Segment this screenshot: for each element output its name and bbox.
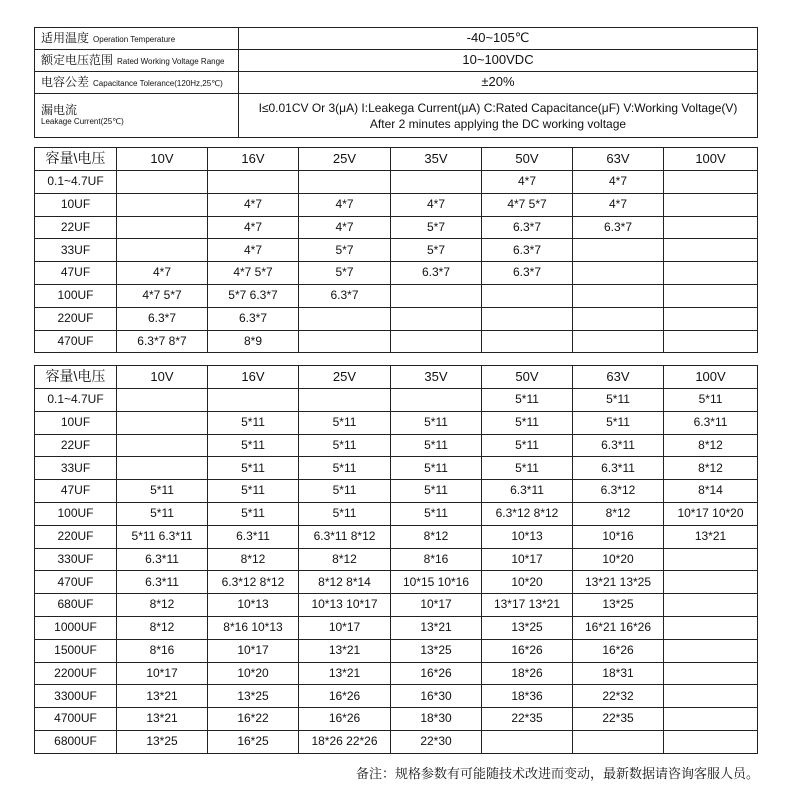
size-cell: 5*11 xyxy=(391,502,482,525)
size-cell: 13*25 xyxy=(573,594,664,617)
capacitance-cell: 220UF xyxy=(35,307,117,330)
size-cell: 10*17 xyxy=(299,616,391,639)
size-cell: 13*21 xyxy=(299,662,391,685)
size-cell: 5*11 6.3*11 xyxy=(117,525,208,548)
table-row xyxy=(35,616,758,639)
size-cell: 6.3*7 xyxy=(391,262,482,285)
size-cell: 6.3*7 xyxy=(299,284,391,307)
spec-value: -40~105℃ xyxy=(239,28,758,50)
size-cell: 4*7 xyxy=(482,171,573,194)
size-cell: 6.3*12 8*12 xyxy=(482,502,573,525)
size-cell: 5*11 xyxy=(573,389,664,412)
size-cell: 5*11 xyxy=(208,502,299,525)
size-cell: 6.3*11 xyxy=(664,411,758,434)
table-row xyxy=(35,389,758,412)
size-cell: 5*11 xyxy=(391,434,482,457)
size-cell: 5*11 xyxy=(482,389,573,412)
capacitance-cell: 3300UF xyxy=(35,685,117,708)
size-cell: 10*20 xyxy=(573,548,664,571)
table-row xyxy=(35,239,758,262)
size-cell: 16*22 xyxy=(208,708,299,731)
size-cell: 5*11 xyxy=(299,457,391,480)
spec-row-voltage-range xyxy=(35,50,758,72)
spec-label-en: Capacitance Tolerance(120Hz,25℃) xyxy=(93,78,223,88)
size-cell: 16*26 xyxy=(299,708,391,731)
size-cell: 13*21 xyxy=(664,525,758,548)
size-cell: 13*25 xyxy=(391,639,482,662)
size-cell: 5*11 xyxy=(117,502,208,525)
size-cell: 8*16 10*13 xyxy=(208,616,299,639)
capacitance-cell: 47UF xyxy=(35,262,117,285)
size-cell: 5*7 6.3*7 xyxy=(208,284,299,307)
size-cell xyxy=(117,216,208,239)
size-cell: 4*7 xyxy=(573,171,664,194)
size-cell xyxy=(664,708,758,731)
spec-value: ±20% xyxy=(239,72,758,94)
spec-value xyxy=(239,94,758,138)
table-row xyxy=(35,193,758,216)
size-cell: 4*7 xyxy=(299,216,391,239)
capacitance-cell: 6800UF xyxy=(35,730,117,753)
table-row xyxy=(35,730,758,753)
size-cell: 8*12 xyxy=(664,434,758,457)
size-cell xyxy=(664,171,758,194)
size-cell: 10*20 xyxy=(208,662,299,685)
size-cell xyxy=(664,330,758,353)
size-cell: 13*17 13*21 xyxy=(482,594,573,617)
size-cell: 16*26 xyxy=(391,662,482,685)
size-cell: 8*16 xyxy=(391,548,482,571)
size-cell: 10*15 10*16 xyxy=(391,571,482,594)
size-table-small xyxy=(34,147,758,353)
voltage-header: 10V xyxy=(117,148,208,171)
size-cell xyxy=(664,307,758,330)
size-cell: 10*16 xyxy=(573,525,664,548)
table-row xyxy=(35,216,758,239)
size-cell: 5*7 xyxy=(299,239,391,262)
voltage-header: 35V xyxy=(391,148,482,171)
size-cell: 8*12 xyxy=(391,525,482,548)
size-cell: 5*11 xyxy=(391,457,482,480)
size-cell xyxy=(117,457,208,480)
spec-label-en: Rated Working Voltage Range xyxy=(117,56,225,66)
size-cell: 10*20 xyxy=(482,571,573,594)
spec-label-en: Operation Temperature xyxy=(93,34,176,44)
capacitance-cell: 0.1~4.7UF xyxy=(35,171,117,194)
size-cell xyxy=(664,262,758,285)
size-cell: 22*32 xyxy=(573,685,664,708)
table-row xyxy=(35,457,758,480)
size-cell: 5*11 xyxy=(482,411,573,434)
size-cell: 8*12 xyxy=(117,616,208,639)
voltage-header: 16V xyxy=(208,148,299,171)
size-cell: 10*13 xyxy=(208,594,299,617)
capacitance-cell: 33UF xyxy=(35,457,117,480)
capacitance-cell: 470UF xyxy=(35,571,117,594)
voltage-header: 63V xyxy=(573,366,664,389)
capacitance-cell: 47UF xyxy=(35,480,117,503)
size-cell: 5*11 xyxy=(391,480,482,503)
leakage-condition: After 2 minutes applying the DC working voltage xyxy=(369,116,627,131)
size-cell: 8*12 8*14 xyxy=(299,571,391,594)
size-cell: 16*26 xyxy=(299,685,391,708)
size-cell: 4*7 5*7 xyxy=(482,193,573,216)
size-cell: 6.3*11 xyxy=(573,457,664,480)
size-cell: 4*7 xyxy=(208,216,299,239)
table-row xyxy=(35,548,758,571)
size-cell: 5*11 xyxy=(482,434,573,457)
size-cell: 22*35 xyxy=(573,708,664,731)
size-cell: 16*21 16*26 xyxy=(573,616,664,639)
size-cell: 10*13 xyxy=(482,525,573,548)
size-cell: 5*11 xyxy=(208,457,299,480)
size-cell xyxy=(482,730,573,753)
size-cell xyxy=(573,330,664,353)
voltage-header: 50V xyxy=(482,148,573,171)
table-row xyxy=(35,662,758,685)
table-row xyxy=(35,284,758,307)
size-cell: 5*11 xyxy=(299,502,391,525)
size-cell xyxy=(664,239,758,262)
table-row xyxy=(35,502,758,525)
size-cell xyxy=(664,571,758,594)
size-cell: 10*17 xyxy=(208,639,299,662)
footnote: 备注：规格参数有可能随技术改进而变动，最新数据请咨询客服人员。 xyxy=(355,766,759,781)
size-cell xyxy=(482,307,573,330)
size-cell: 16*30 xyxy=(391,685,482,708)
voltage-header: 63V xyxy=(573,148,664,171)
table-row xyxy=(35,525,758,548)
size-cell: 5*11 xyxy=(573,411,664,434)
spec-label-zh: 额定电压范围 xyxy=(41,52,114,67)
size-cell: 22*35 xyxy=(482,708,573,731)
size-cell: 6.3*7 xyxy=(573,216,664,239)
size-cell: 10*17 10*20 xyxy=(664,502,758,525)
spec-label xyxy=(35,28,239,50)
size-cell xyxy=(573,262,664,285)
size-cell xyxy=(664,284,758,307)
capacitance-cell: 4700UF xyxy=(35,708,117,731)
size-cell xyxy=(117,411,208,434)
size-cell: 5*7 xyxy=(299,262,391,285)
spec-label-zh: 漏电流 xyxy=(41,103,78,117)
size-cell: 4*7 xyxy=(391,193,482,216)
size-table-large xyxy=(34,365,758,754)
size-cell: 5*11 xyxy=(391,411,482,434)
header-row xyxy=(35,148,758,171)
size-cell xyxy=(573,307,664,330)
table-row xyxy=(35,480,758,503)
size-cell: 6.3*7 xyxy=(208,307,299,330)
size-cell xyxy=(117,389,208,412)
size-cell xyxy=(391,284,482,307)
size-cell xyxy=(299,330,391,353)
size-cell: 5*11 xyxy=(482,457,573,480)
size-cell: 6.3*11 xyxy=(208,525,299,548)
size-cell: 16*25 xyxy=(208,730,299,753)
size-cell: 5*7 xyxy=(391,239,482,262)
spec-row-leakage xyxy=(35,94,758,138)
table-row xyxy=(35,262,758,285)
size-cell: 6.3*11 xyxy=(482,480,573,503)
size-cell: 18*30 xyxy=(391,708,482,731)
size-cell xyxy=(664,639,758,662)
size-cell: 13*25 xyxy=(208,685,299,708)
size-cell: 5*11 xyxy=(208,434,299,457)
size-cell: 4*7 xyxy=(208,193,299,216)
size-cell xyxy=(664,548,758,571)
size-cell: 6.3*7 xyxy=(482,239,573,262)
voltage-header: 25V xyxy=(299,148,391,171)
size-cell: 13*21 xyxy=(299,639,391,662)
size-table-small-body xyxy=(35,148,758,353)
size-cell: 13*21 xyxy=(117,708,208,731)
size-cell xyxy=(482,330,573,353)
size-cell: 8*12 xyxy=(208,548,299,571)
size-cell: 6.3*7 xyxy=(117,307,208,330)
capacitance-cell: 33UF xyxy=(35,239,117,262)
size-cell xyxy=(299,307,391,330)
size-cell xyxy=(664,730,758,753)
table-row xyxy=(35,639,758,662)
size-cell: 6.3*11 8*12 xyxy=(299,525,391,548)
size-cell: 4*7 xyxy=(299,193,391,216)
table-row xyxy=(35,307,758,330)
header-row xyxy=(35,366,758,389)
voltage-header: 10V xyxy=(117,366,208,389)
size-cell: 4*7 xyxy=(117,262,208,285)
capacitance-cell: 1000UF xyxy=(35,616,117,639)
size-cell: 8*12 xyxy=(299,548,391,571)
size-cell: 18*26 xyxy=(482,662,573,685)
size-cell: 6.3*11 xyxy=(117,548,208,571)
size-cell: 10*17 xyxy=(117,662,208,685)
corner-header: 容量\电压 xyxy=(35,366,117,389)
size-cell xyxy=(208,389,299,412)
size-cell: 22*30 xyxy=(391,730,482,753)
capacitance-cell: 10UF xyxy=(35,411,117,434)
size-cell xyxy=(208,171,299,194)
voltage-header: 25V xyxy=(299,366,391,389)
capacitance-cell: 330UF xyxy=(35,548,117,571)
table-row xyxy=(35,708,758,731)
size-cell xyxy=(391,389,482,412)
size-cell xyxy=(573,730,664,753)
size-cell: 4*7 xyxy=(573,193,664,216)
size-table-large-body xyxy=(35,366,758,754)
size-cell: 8*12 xyxy=(117,594,208,617)
size-cell: 13*21 13*25 xyxy=(573,571,664,594)
size-cell: 6.3*12 xyxy=(573,480,664,503)
size-cell: 6.3*7 xyxy=(482,262,573,285)
spec-value: 10~100VDC xyxy=(239,50,758,72)
size-cell: 5*11 xyxy=(299,480,391,503)
table-row xyxy=(35,330,758,353)
spec-label-en: Leakage Current(25℃) xyxy=(41,117,124,127)
table-row xyxy=(35,434,758,457)
size-cell: 8*12 xyxy=(664,457,758,480)
size-cell xyxy=(482,284,573,307)
size-cell: 5*11 xyxy=(299,411,391,434)
capacitance-cell: 470UF xyxy=(35,330,117,353)
size-cell xyxy=(299,171,391,194)
size-cell xyxy=(664,594,758,617)
capacitance-cell: 22UF xyxy=(35,434,117,457)
capacitance-cell: 10UF xyxy=(35,193,117,216)
size-cell: 4*7 xyxy=(208,239,299,262)
size-cell: 16*26 xyxy=(573,639,664,662)
size-cell: 4*7 5*7 xyxy=(208,262,299,285)
size-cell: 5*11 xyxy=(208,411,299,434)
size-cell: 6.3*12 8*12 xyxy=(208,571,299,594)
voltage-header: 100V xyxy=(664,148,758,171)
spec-row-temperature xyxy=(35,28,758,50)
size-cell xyxy=(664,193,758,216)
size-cell xyxy=(391,307,482,330)
capacitance-cell: 100UF xyxy=(35,284,117,307)
spec-table xyxy=(34,27,758,138)
voltage-header: 50V xyxy=(482,366,573,389)
size-cell: 6.3*11 xyxy=(573,434,664,457)
size-cell: 10*17 xyxy=(482,548,573,571)
size-cell: 8*14 xyxy=(664,480,758,503)
size-cell: 18*26 22*26 xyxy=(299,730,391,753)
corner-header: 容量\电压 xyxy=(35,148,117,171)
size-cell: 6.3*11 xyxy=(117,571,208,594)
size-cell: 10*17 xyxy=(391,594,482,617)
size-cell: 16*26 xyxy=(482,639,573,662)
size-cell xyxy=(664,685,758,708)
size-cell: 6.3*7 xyxy=(482,216,573,239)
size-cell xyxy=(117,171,208,194)
voltage-header: 100V xyxy=(664,366,758,389)
size-cell: 5*11 xyxy=(208,480,299,503)
size-cell xyxy=(117,434,208,457)
size-cell: 13*21 xyxy=(117,685,208,708)
size-cell: 8*9 xyxy=(208,330,299,353)
size-cell: 13*21 xyxy=(391,616,482,639)
size-cell: 10*13 10*17 xyxy=(299,594,391,617)
table-row xyxy=(35,171,758,194)
spec-label-zh: 电容公差 xyxy=(41,74,90,89)
size-cell: 4*7 5*7 xyxy=(117,284,208,307)
table-row xyxy=(35,685,758,708)
size-cell xyxy=(391,171,482,194)
size-cell xyxy=(573,239,664,262)
voltage-header: 16V xyxy=(208,366,299,389)
capacitance-cell: 220UF xyxy=(35,525,117,548)
spec-label xyxy=(35,94,239,138)
spec-row-tolerance xyxy=(35,72,758,94)
spec-label xyxy=(35,72,239,94)
size-cell: 5*11 xyxy=(117,480,208,503)
size-cell xyxy=(117,193,208,216)
size-cell xyxy=(299,389,391,412)
capacitance-cell: 0.1~4.7UF xyxy=(35,389,117,412)
spec-label xyxy=(35,50,239,72)
capacitance-cell: 2200UF xyxy=(35,662,117,685)
table-row xyxy=(35,594,758,617)
size-cell xyxy=(664,616,758,639)
size-cell: 5*11 xyxy=(299,434,391,457)
capacitance-cell: 680UF xyxy=(35,594,117,617)
capacitance-cell: 1500UF xyxy=(35,639,117,662)
size-cell: 6.3*7 8*7 xyxy=(117,330,208,353)
capacitance-cell: 22UF xyxy=(35,216,117,239)
size-cell: 5*11 xyxy=(664,389,758,412)
size-cell: 13*25 xyxy=(117,730,208,753)
size-cell: 8*12 xyxy=(573,502,664,525)
size-cell: 5*7 xyxy=(391,216,482,239)
table-row xyxy=(35,411,758,434)
size-cell xyxy=(664,216,758,239)
size-cell xyxy=(573,284,664,307)
size-cell xyxy=(664,662,758,685)
table-row xyxy=(35,571,758,594)
capacitance-cell: 100UF xyxy=(35,502,117,525)
voltage-header: 35V xyxy=(391,366,482,389)
size-cell xyxy=(117,239,208,262)
spec-label-zh: 适用温度 xyxy=(41,30,90,45)
size-cell: 18*36 xyxy=(482,685,573,708)
size-cell xyxy=(391,330,482,353)
size-cell: 8*16 xyxy=(117,639,208,662)
leakage-formula: I≤0.01CV Or 3(μA) I:Leakega Current(μA) C:Rated Capacitance(μF) V:Working Voltage(V) xyxy=(258,100,738,115)
size-cell: 18*31 xyxy=(573,662,664,685)
size-cell: 13*25 xyxy=(482,616,573,639)
